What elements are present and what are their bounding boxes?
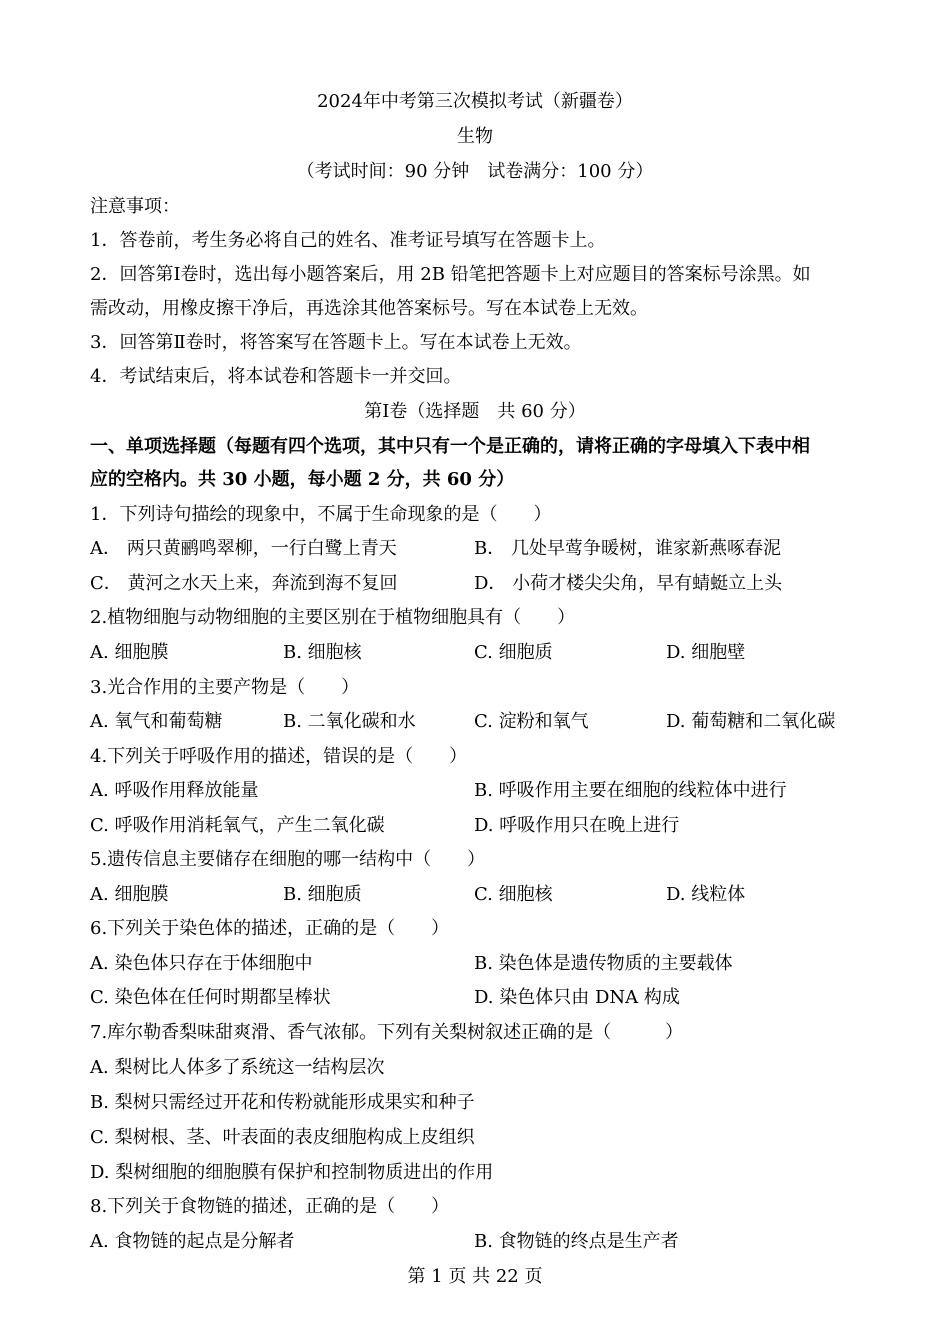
exam-info: （考试时间：90 分钟 试卷满分：100 分）	[296, 161, 654, 182]
option-b: B. 细胞核	[283, 642, 362, 663]
question-stem: 1．下列诗句描绘的现象中，不属于生命现象的是（ ）	[90, 504, 552, 525]
subject-title: 生物	[457, 126, 493, 147]
option-d: D. 线粒体	[666, 884, 746, 905]
option-c: C. 细胞核	[474, 884, 553, 905]
question-stem: 2.植物细胞与动物细胞的主要区别在于植物细胞具有（ ）	[90, 607, 576, 628]
option-b: B. 染色体是遗传物质的主要载体	[474, 953, 733, 974]
option-d: D． 小荷才楼尖尖角，早有蜻蜓立上头	[474, 573, 783, 594]
option-c: C. 梨树根、茎、叶表面的表皮细胞构成上皮组织	[90, 1127, 475, 1148]
section-instruction: 一、单项选择题（每题有四个选项，其中只有一个是正确的，请将正确的字母填入下表中相	[90, 436, 810, 457]
page-number: 第 1 页 共 22 页	[407, 1266, 543, 1287]
option-a: A. 细胞膜	[90, 642, 169, 663]
option-a: A. 染色体只存在于体细胞中	[90, 953, 313, 974]
option-c: C. 细胞质	[474, 642, 553, 663]
question-stem: 5.遗传信息主要储存在细胞的哪一结构中（ ）	[90, 849, 486, 870]
option-c: C. 呼吸作用消耗氧气，产生二氧化碳	[90, 815, 385, 836]
section-instruction-continued: 应的空格内。共 30 小题，每小题 2 分，共 60 分）	[90, 469, 515, 490]
option-b: B. 细胞质	[283, 884, 362, 905]
question-stem: 6.下列关于染色体的描述，正确的是（ ）	[90, 918, 450, 939]
option-d: D. 呼吸作用只在晚上进行	[474, 815, 680, 836]
note-item: 2．回答第Ⅰ卷时，选出每小题答案后，用 2B 铅笔把答题卡上对应题目的答案标号涂黑。如	[90, 264, 811, 285]
note-item: 4．考试结束后，将本试卷和答题卡一并交回。	[90, 366, 462, 387]
option-c: C. 染色体在任何时期都呈棒状	[90, 987, 331, 1008]
option-b: B． 几处早莺争暖树，谁家新燕啄春泥	[474, 538, 781, 559]
exam-title: 2024年中考第三次模拟考试（新疆卷）	[317, 91, 633, 112]
option-d: D. 染色体只由 DNA 构成	[474, 987, 680, 1008]
option-a: A. 氧气和葡萄糖	[90, 711, 223, 732]
question-stem: 3.光合作用的主要产物是（ ）	[90, 677, 360, 698]
option-a: A. 梨树比人体多了系统这一结构层次	[90, 1057, 385, 1078]
option-a: A. 食物链的起点是分解者	[90, 1231, 295, 1252]
note-item-continued: 需改动，用橡皮擦干净后，再选涂其他答案标号。写在本试卷上无效。	[90, 298, 648, 319]
option-b: B. 食物链的终点是生产者	[474, 1231, 679, 1252]
question-stem: 4.下列关于呼吸作用的描述，错误的是（ ）	[90, 746, 468, 767]
option-c: C. 淀粉和氧气	[474, 711, 589, 732]
option-d: D. 梨树细胞的细胞膜有保护和控制物质进出的作用	[90, 1162, 494, 1183]
section-title: 第Ⅰ卷（选择题 共 60 分）	[364, 401, 586, 422]
note-item: 1．答卷前，考生务必将自己的姓名、准考证号填写在答题卡上。	[90, 230, 606, 251]
option-d: D. 葡萄糖和二氧化碳	[666, 711, 836, 732]
option-b: B. 梨树只需经过开花和传粉就能形成果实和种子	[90, 1092, 475, 1113]
option-a: A. 呼吸作用释放能量	[90, 780, 259, 801]
question-stem: 8.下列关于食物链的描述，正确的是（ ）	[90, 1196, 450, 1217]
option-b: B. 二氧化碳和水	[283, 711, 416, 732]
option-b: B. 呼吸作用主要在细胞的线粒体中进行	[474, 780, 787, 801]
option-d: D. 细胞壁	[666, 642, 746, 663]
notes-heading: 注意事项：	[90, 196, 180, 217]
option-c: C． 黄河之水天上来，奔流到海不复回	[90, 573, 398, 594]
option-a: A． 两只黄鹂鸣翠柳，一行白鹭上青天	[90, 538, 397, 559]
option-a: A. 细胞膜	[90, 884, 169, 905]
question-stem: 7.库尔勒香梨味甜爽滑、香气浓郁。下列有关梨树叙述正确的是（ ）	[90, 1022, 684, 1043]
note-item: 3．回答第Ⅱ卷时，将答案写在答题卡上。写在本试卷上无效。	[90, 332, 582, 353]
